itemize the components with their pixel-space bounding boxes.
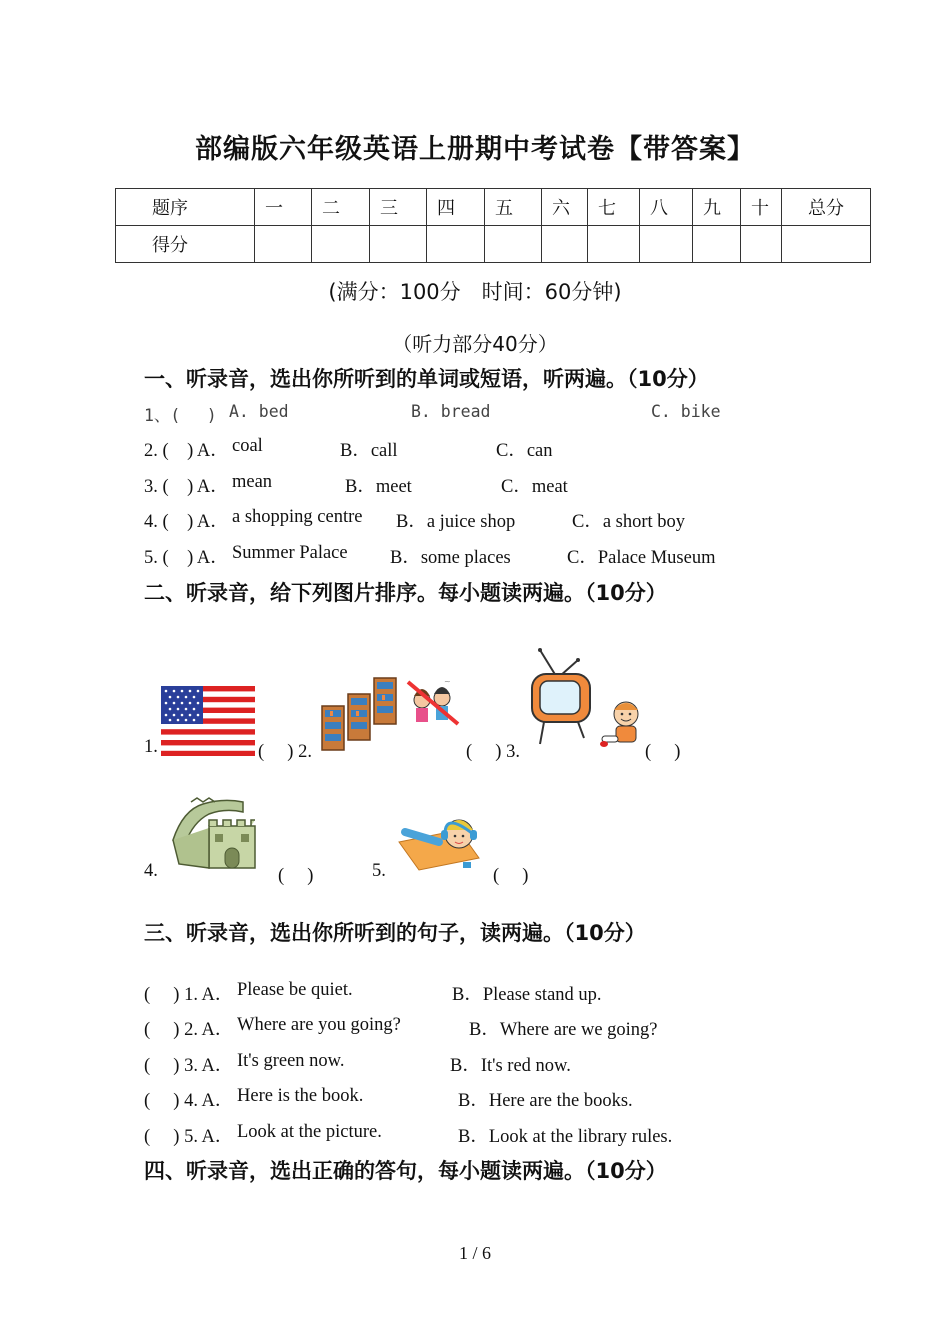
s3-q5 bbox=[144, 1122, 233, 1148]
s3-q2 bbox=[144, 1015, 233, 1041]
exam-meta: (满分：100分 时间：60分钟) bbox=[328, 280, 622, 304]
score-header-cell: 九 bbox=[693, 189, 741, 226]
option-a[interactable]: mean bbox=[232, 472, 273, 492]
option-c[interactable]: C．a short boy bbox=[572, 512, 686, 532]
score-input-cell[interactable] bbox=[693, 226, 741, 263]
option-b[interactable]: B．Where are we going? bbox=[469, 1020, 658, 1040]
q-number: 3. ( ) A． bbox=[144, 477, 229, 497]
s1-q1 bbox=[144, 402, 217, 426]
picture-5-blank[interactable]: ( ) bbox=[493, 866, 529, 886]
section3-heading: 三、听录音，选出你所听到的句子，读两遍。（10分） bbox=[144, 921, 646, 945]
option-a[interactable]: Summer Palace bbox=[232, 543, 348, 563]
option-a[interactable]: a shopping centre bbox=[232, 507, 363, 527]
s1-q4 bbox=[144, 507, 229, 533]
picture-5-number: 5. bbox=[372, 861, 386, 881]
bookshelves-no-talking-icon bbox=[318, 672, 463, 759]
score-input-cell[interactable] bbox=[640, 226, 693, 263]
q-number: 2. ( ) A． bbox=[144, 441, 229, 461]
option-a[interactable]: Here is the book. bbox=[237, 1086, 364, 1106]
s1-q5 bbox=[144, 543, 229, 569]
score-header-cell: 一 bbox=[255, 189, 312, 226]
score-header-cell: 七 bbox=[588, 189, 640, 226]
score-header-cell: 十 bbox=[741, 189, 782, 226]
option-b[interactable]: B．It's red now. bbox=[450, 1056, 571, 1076]
option-a[interactable]: Look at the picture. bbox=[237, 1122, 382, 1142]
score-header-cell: 二 bbox=[312, 189, 370, 226]
great-wall-icon bbox=[169, 796, 261, 879]
s3-q3 bbox=[144, 1051, 233, 1077]
option-b[interactable]: B．a juice shop bbox=[396, 512, 516, 532]
option-b[interactable]: B．call bbox=[340, 441, 398, 461]
picture-4-blank[interactable]: ( ) bbox=[278, 866, 314, 886]
q-number: ( ) 5. A． bbox=[144, 1127, 234, 1147]
svg-text:~: ~ bbox=[444, 677, 451, 686]
score-input-cell[interactable] bbox=[782, 226, 871, 263]
option-b[interactable]: B．Please stand up. bbox=[452, 985, 602, 1005]
score-table-header-row bbox=[116, 189, 871, 226]
picture-1-blank[interactable]: ( ) 2. bbox=[258, 742, 312, 762]
score-table bbox=[115, 188, 871, 263]
score-header-cell: 四 bbox=[427, 189, 485, 226]
s1-q2 bbox=[144, 436, 229, 462]
section1-heading: 一、听录音，选出你所听到的单词或短语，听两遍。（10分） bbox=[144, 367, 709, 391]
q-number: ( ) 1. A． bbox=[144, 985, 234, 1005]
score-input-cell[interactable] bbox=[370, 226, 427, 263]
score-header-cell: 八 bbox=[640, 189, 693, 226]
score-input-cell[interactable] bbox=[741, 226, 782, 263]
option-b[interactable]: B. bread bbox=[411, 402, 491, 421]
score-input-cell[interactable] bbox=[485, 226, 542, 263]
score-row-label: 得分 bbox=[116, 226, 255, 263]
option-a[interactable]: It's green now. bbox=[237, 1051, 345, 1071]
option-a[interactable]: A. bed bbox=[229, 402, 289, 421]
q-number: ( ) 2. A． bbox=[144, 1020, 234, 1040]
s1-q3 bbox=[144, 472, 229, 498]
score-header-cell: 三 bbox=[370, 189, 427, 226]
option-b[interactable]: B．Look at the library rules. bbox=[458, 1127, 673, 1147]
option-b[interactable]: B．meet bbox=[345, 477, 412, 497]
score-header-cell: 题序 bbox=[116, 189, 255, 226]
listening-part-label: （听力部分40分） bbox=[392, 332, 558, 356]
score-input-cell[interactable] bbox=[542, 226, 588, 263]
q-number: 1、( ) bbox=[144, 406, 217, 425]
s3-q4 bbox=[144, 1086, 233, 1112]
picture-4-number: 4. bbox=[144, 861, 158, 881]
picture-1-number: 1. bbox=[144, 737, 158, 757]
score-header-cell: 总分 bbox=[782, 189, 871, 226]
option-c[interactable]: C. bike bbox=[651, 402, 721, 421]
option-b[interactable]: B．some places bbox=[390, 548, 511, 568]
score-table-score-row bbox=[116, 226, 871, 263]
page-title: 部编版六年级英语上册期中考试卷【带答案】 bbox=[195, 134, 755, 165]
section2-heading: 二、听录音，给下列图片排序。每小题读两遍。（10分） bbox=[144, 581, 667, 605]
score-input-cell[interactable] bbox=[427, 226, 485, 263]
option-c[interactable]: C．meat bbox=[501, 477, 568, 497]
us-flag-icon bbox=[161, 686, 255, 761]
section4-heading: 四、听录音，选出正确的答句，每小题读两遍。（10分） bbox=[144, 1159, 667, 1183]
score-header-cell: 五 bbox=[485, 189, 542, 226]
score-header-cell: 六 bbox=[542, 189, 588, 226]
s3-q1 bbox=[144, 980, 233, 1006]
picture-2-blank[interactable]: ( ) 3. bbox=[466, 742, 520, 762]
option-c[interactable]: C．Palace Museum bbox=[567, 548, 716, 568]
option-a[interactable]: Please be quiet. bbox=[237, 980, 353, 1000]
q-number: 4. ( ) A． bbox=[144, 512, 229, 532]
option-a[interactable]: coal bbox=[232, 436, 263, 456]
option-b[interactable]: B．Here are the books. bbox=[458, 1091, 633, 1111]
page-number: 1 / 6 bbox=[458, 1243, 491, 1263]
score-input-cell[interactable] bbox=[588, 226, 640, 263]
score-input-cell[interactable] bbox=[312, 226, 370, 263]
picture-3-blank[interactable]: ( ) bbox=[645, 742, 681, 762]
option-a[interactable]: Where are you going? bbox=[237, 1015, 401, 1035]
q-number: 5. ( ) A． bbox=[144, 548, 229, 568]
option-c[interactable]: C．can bbox=[496, 441, 553, 461]
q-number: ( ) 3. A． bbox=[144, 1056, 234, 1076]
tv-boy-icon bbox=[526, 648, 648, 759]
girl-headphones-icon bbox=[397, 812, 481, 877]
score-input-cell[interactable] bbox=[255, 226, 312, 263]
q-number: ( ) 4. A． bbox=[144, 1091, 234, 1111]
